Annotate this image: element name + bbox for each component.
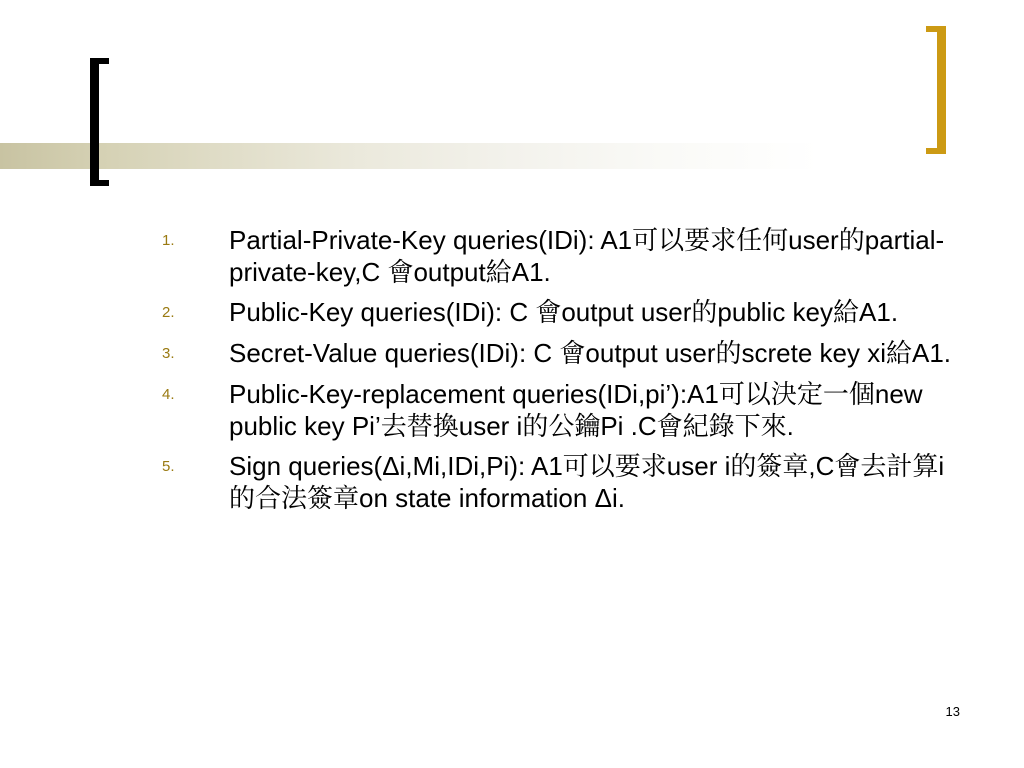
list-item-1 (162, 224, 962, 288)
list-number: 3. (162, 345, 175, 362)
list-text: Secret-Value queries(IDi): C 會output user的screte key xi給A1. (229, 338, 952, 368)
list-text: Public-Key queries(IDi): C 會output user的public key給A1. (229, 297, 899, 327)
list-item-3 (162, 337, 962, 370)
right-bracket-decoration (926, 26, 946, 154)
list-number: 2. (162, 304, 175, 321)
decorative-band (0, 143, 1024, 169)
list-item-4 (162, 378, 962, 442)
list-text: Partial-Private-Key queries(IDi): A1可以要求任何user的partial-private-key,C 會output給A1. (229, 225, 945, 287)
list-number: 4. (162, 386, 175, 403)
page-number: 13 (945, 704, 960, 719)
left-bracket-decoration (90, 58, 109, 186)
list-number: 1. (162, 232, 175, 249)
list-number: 5. (162, 458, 175, 475)
slide-body (162, 224, 962, 522)
list-text: Public-Key-replacement queries(IDi,pi’):A1可以決定一個new public key Pi’去替換user i的公鑰Pi .C會紀錄下來. (229, 379, 923, 441)
list-item-5 (162, 450, 962, 514)
list-item-2 (162, 296, 962, 329)
list-text: Sign queries(Δi,Mi,IDi,Pi): A1可以要求user i的簽章,C會去計算i的合法簽章on state information Δi. (229, 451, 945, 513)
